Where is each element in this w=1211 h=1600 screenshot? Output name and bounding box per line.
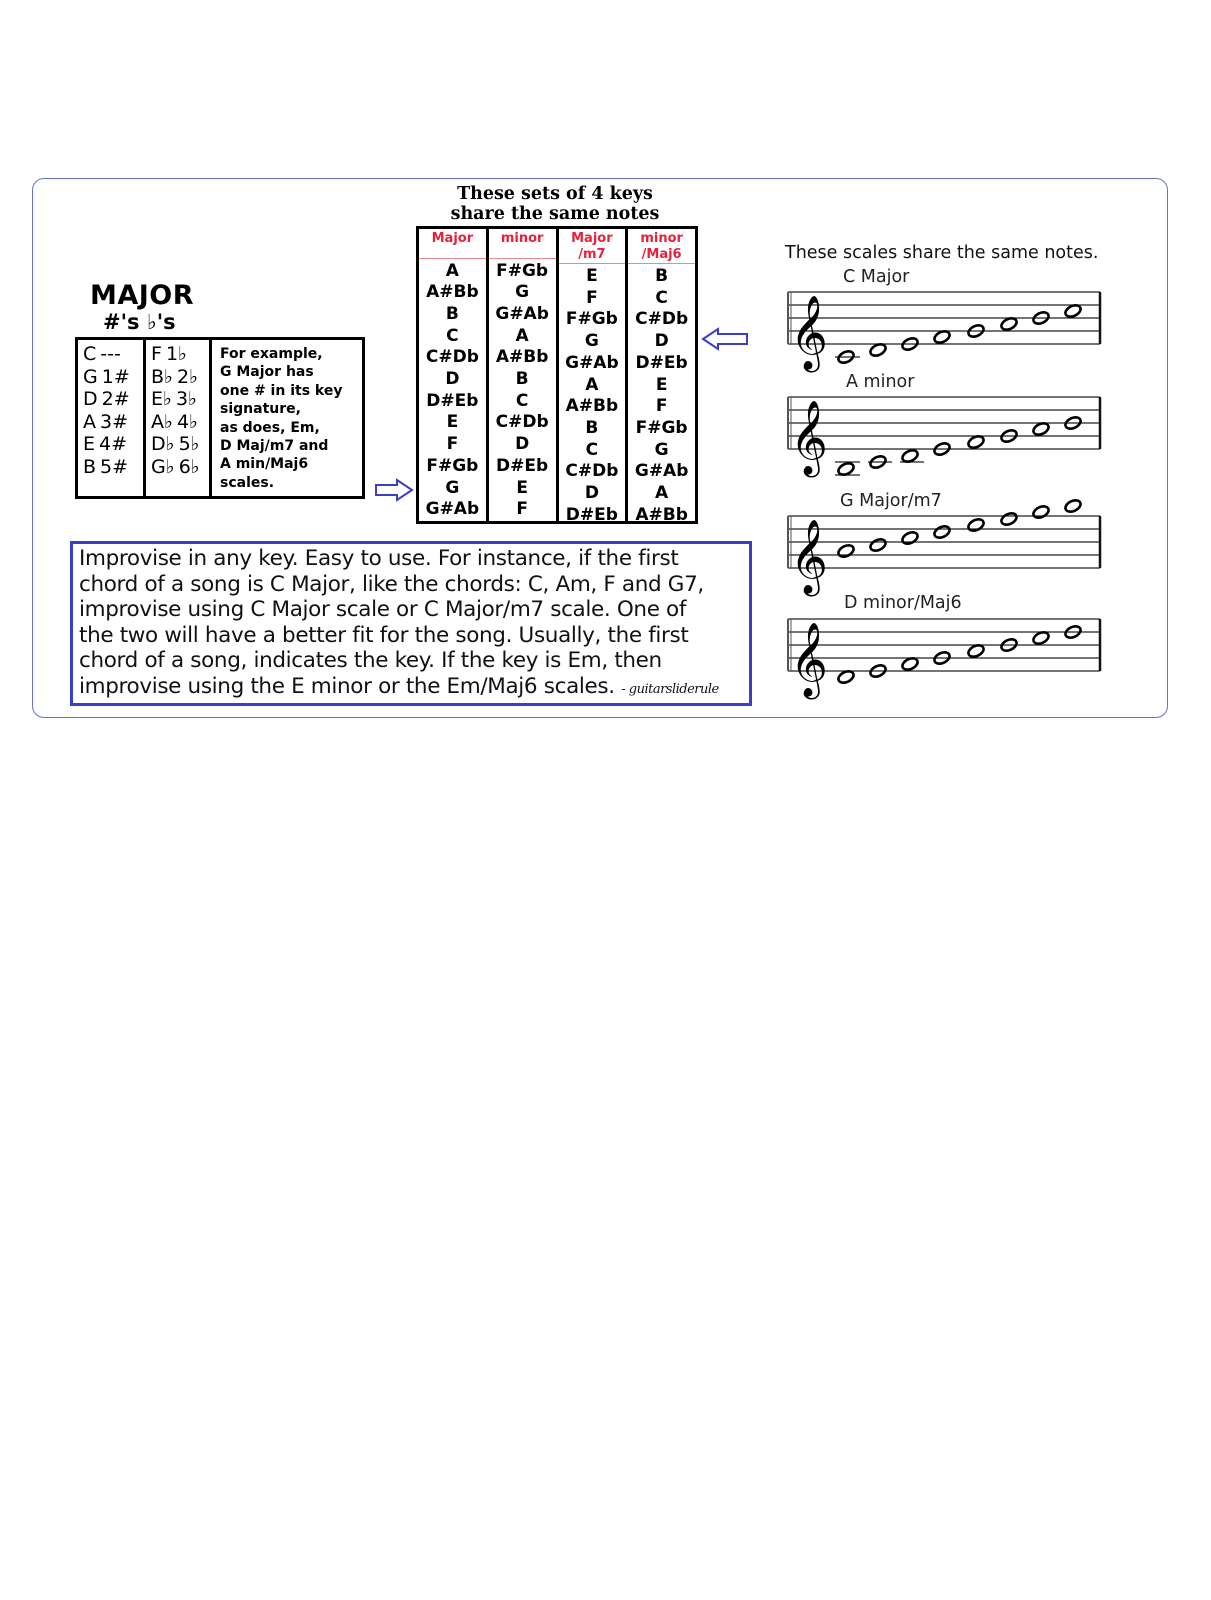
column-header: minor /Maj6 [628,229,695,264]
flat-key-row: B♭ 2♭ [151,365,199,388]
music-staves [780,262,1110,697]
sets-column-minor: minor F#Gb G G#Ab A A#Bb B C C#Db D D#Eb E F [489,229,559,521]
flat-keys-column [146,340,212,496]
key-signature-explanation: For example, G Major has one # in its key signature, as does, Em, D Maj/m7 and A min/Maj6 scales. [220,346,343,491]
flat-key-row: A♭ 4♭ [151,410,199,433]
column-header: Major [419,229,486,259]
sets-column-minor-maj6: minor /Maj6 B C C#Db D D#Eb E F F#Gb G G#Ab A A#Bb [628,229,695,521]
flat-key-row: E♭ 3♭ [151,388,198,410]
staff-d-minor-maj6 [788,619,1100,700]
sharp-key-row: C --- [83,343,121,365]
column-header: minor [489,229,556,259]
staff-a-minor [788,397,1100,478]
key-sets-table [416,226,698,524]
svg-text:𝄞: 𝄞 [790,623,828,697]
key-signature-table [75,337,365,499]
staff-c-major [788,292,1100,373]
svg-text:𝄞: 𝄞 [790,401,828,475]
sharp-key-row: D 2# [83,388,130,410]
staff-label-c-major: C Major [843,267,910,287]
sharp-key-row: B 5# [83,455,129,478]
flat-key-row: F 1♭ [151,343,187,365]
svg-text:𝄞: 𝄞 [790,296,828,370]
column-header: Major /m7 [559,229,626,264]
sets-column-major: Major A A#Bb B C C#Db D D#Eb E F F#Gb G G#Ab [419,229,489,521]
scales-caption: These scales share the same notes. [785,243,1099,263]
flat-key-row: D♭ 5♭ [151,433,200,455]
major-subtitle: #'s ♭'s [103,310,176,334]
arrow-right-icon [375,479,413,501]
arrow-left-icon [702,328,748,350]
sharp-keys-column [78,340,146,496]
sharp-key-row: E 4# [83,433,128,455]
svg-text:𝄞: 𝄞 [790,520,828,594]
major-title: MAJOR [90,280,195,311]
staff-label-d-minor-maj6: D minor/Maj6 [844,593,962,613]
sharp-key-row: G 1# [83,365,130,388]
sharp-key-row: A 3# [83,410,129,433]
staff-label-g-major-m7: G Major/m7 [840,491,942,511]
usage-explanation-box: Improvise in any key. Easy to use. For instance, if the first chord of a song is C Major, like the chords: C, Am, F and G7, improvise using C Major scale or C Major/m7 scale. One of the two will have a better fit for the song. Usually, the first chord of a song, indicates the key. If the key is Em, then improvise using the E minor or the Em/Maj6 scales. - guitarsliderule [70,541,752,706]
sets-column-major-m7: Major /m7 E F F#Gb G G#Ab A A#Bb B C C#Db D D#Eb [559,229,629,521]
author-signature: - guitarsliderule [621,681,719,697]
key-sets-title: These sets of 4 keys share the same notes [450,184,660,224]
staff-label-a-minor: A minor [846,372,915,392]
flat-key-row: G♭ 6♭ [151,455,200,478]
staff-g-major-m7 [788,498,1100,597]
